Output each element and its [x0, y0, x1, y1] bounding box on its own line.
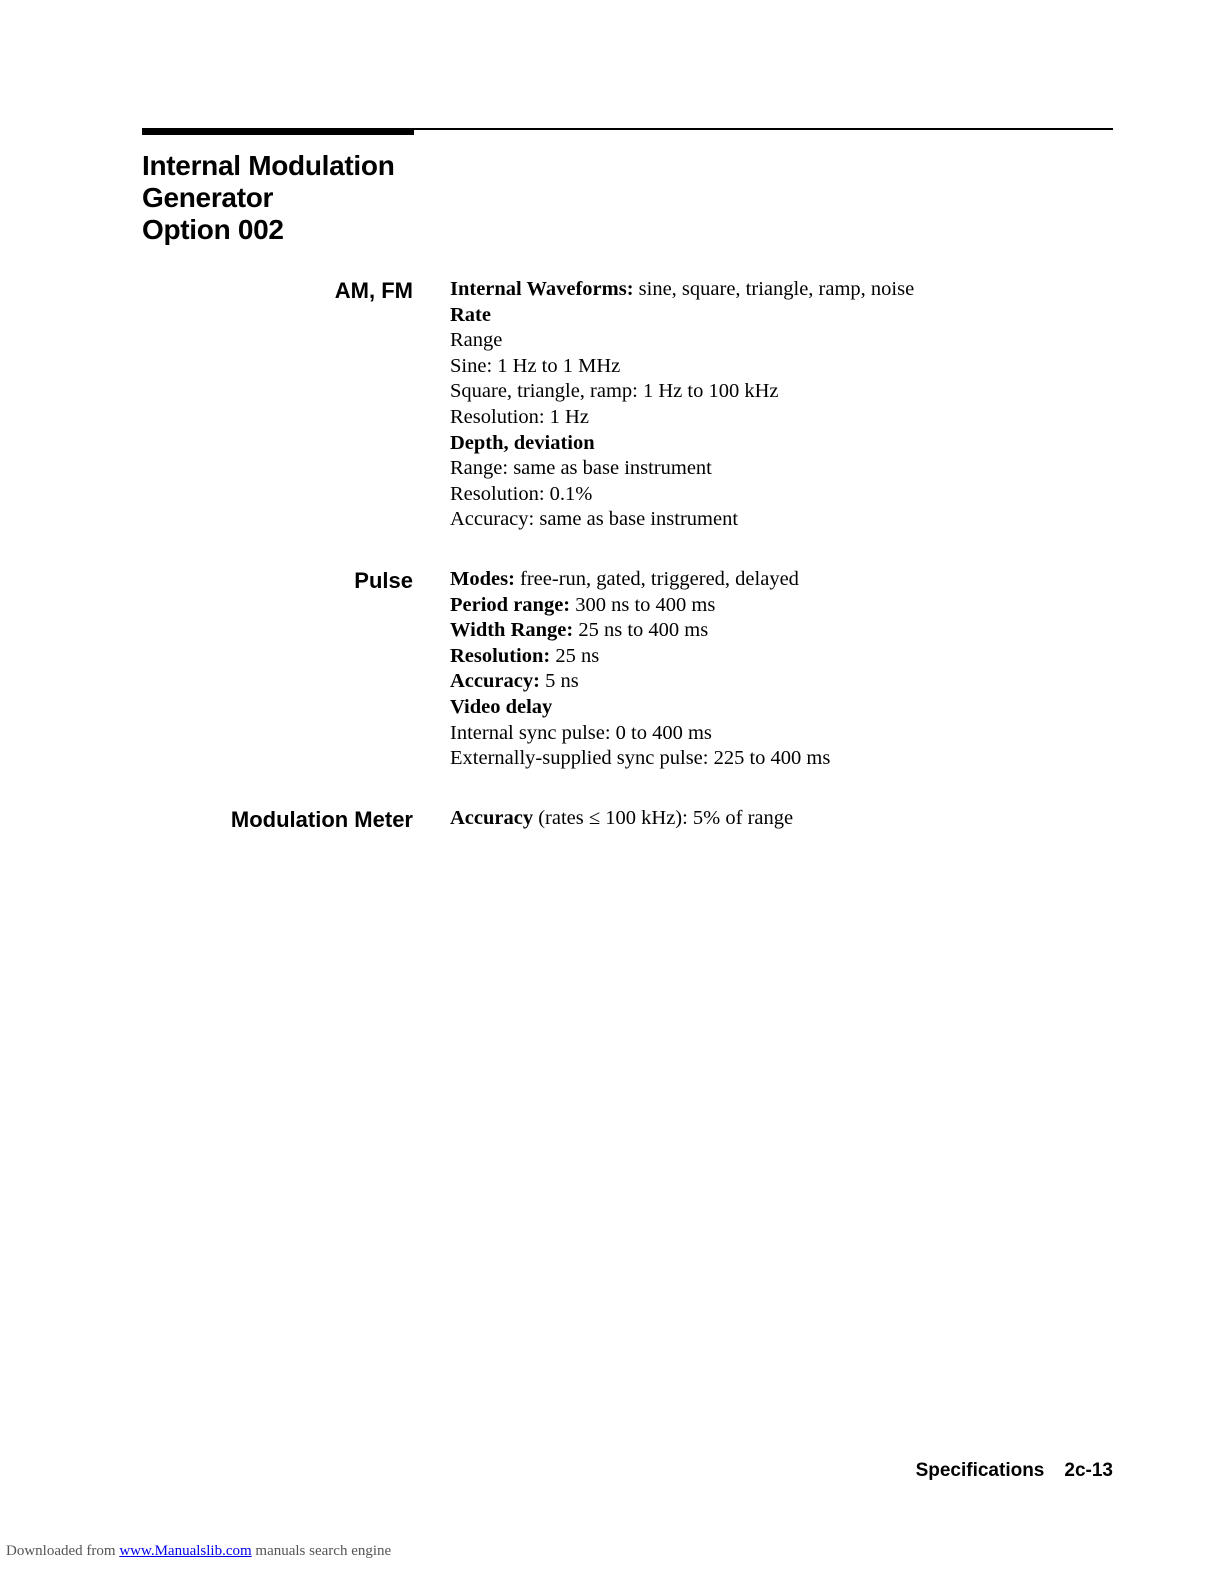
download-note-prefix: Downloaded from [6, 1543, 120, 1559]
modulation-meter-label: Modulation Meter [230, 807, 413, 832]
pulse-resolution-label: Resolution: [450, 644, 551, 667]
header-rule-thin [414, 128, 1113, 130]
meter-accuracy-value: (rates ≤ 100 kHz): 5% of range [533, 807, 794, 829]
pulse-accuracy-line [450, 669, 830, 695]
depth-deviation-heading: Depth, deviation [450, 431, 595, 454]
manualslib-link[interactable]: www.Manualslib.com [119, 1543, 252, 1559]
section-title [142, 150, 395, 246]
pulse-resolution-value: 25 ns [550, 644, 600, 667]
page-footer [916, 1459, 1113, 1483]
section-title-line-1: Internal Modulation [142, 150, 395, 181]
pulse-specs [450, 567, 830, 772]
modulation-meter-specs [450, 806, 793, 832]
rate-resolution: Resolution: 1 Hz [450, 405, 589, 428]
depth-range: Range: same as base instrument [450, 457, 712, 480]
width-range-line [450, 618, 830, 644]
header-rule-thick [142, 128, 414, 135]
footer-page-number: 2c-13 [1064, 1460, 1113, 1481]
video-delay-heading: Video delay [450, 695, 553, 718]
am-fm-specs [450, 277, 914, 533]
modes-value: free-run, gated, triggered, delayed [514, 568, 799, 590]
period-range-value: 300 ns to 400 ms [570, 593, 716, 616]
download-note-suffix: manuals search engine [251, 1543, 392, 1559]
internal-waveforms-label: Internal Waveforms: [450, 278, 634, 300]
footer-section-name: Specifications [915, 1460, 1045, 1481]
download-note [6, 1542, 391, 1560]
internal-sync-pulse: Internal sync pulse: 0 to 400 ms [450, 721, 712, 744]
width-range-label: Width Range: [450, 619, 574, 642]
rate-heading: Rate [450, 303, 491, 326]
period-range-label: Period range: [450, 593, 571, 616]
internal-waveforms-line [450, 277, 914, 303]
modes-line [450, 567, 830, 593]
section-title-line-3: Option 002 [142, 214, 284, 245]
square-triangle-ramp-range: Square, triangle, ramp: 1 Hz to 100 kHz [450, 380, 779, 403]
depth-accuracy: Accuracy: same as base instrument [450, 508, 739, 531]
meter-accuracy-label: Accuracy [450, 807, 534, 829]
period-range-line [450, 593, 830, 619]
external-sync-pulse: Externally-supplied sync pulse: 225 to 400 ms [450, 747, 831, 770]
pulse-accuracy-value: 5 ns [539, 670, 579, 693]
width-range-value: 25 ns to 400 ms [573, 619, 709, 642]
internal-waveforms-value: sine, square, triangle, ramp, noise [633, 278, 915, 300]
pulse-label: Pulse [354, 568, 413, 593]
modes-label: Modes: [450, 568, 515, 590]
meter-accuracy-line [450, 806, 793, 832]
am-fm-label: AM, FM [334, 278, 413, 303]
pulse-resolution-line [450, 644, 830, 670]
section-title-line-2: Generator [142, 182, 274, 213]
rate-range-label: Range [450, 329, 503, 352]
pulse-accuracy-label: Accuracy: [450, 670, 540, 693]
depth-resolution: Resolution: 0.1% [450, 482, 593, 505]
sine-range: Sine: 1 Hz to 1 MHz [450, 354, 621, 377]
